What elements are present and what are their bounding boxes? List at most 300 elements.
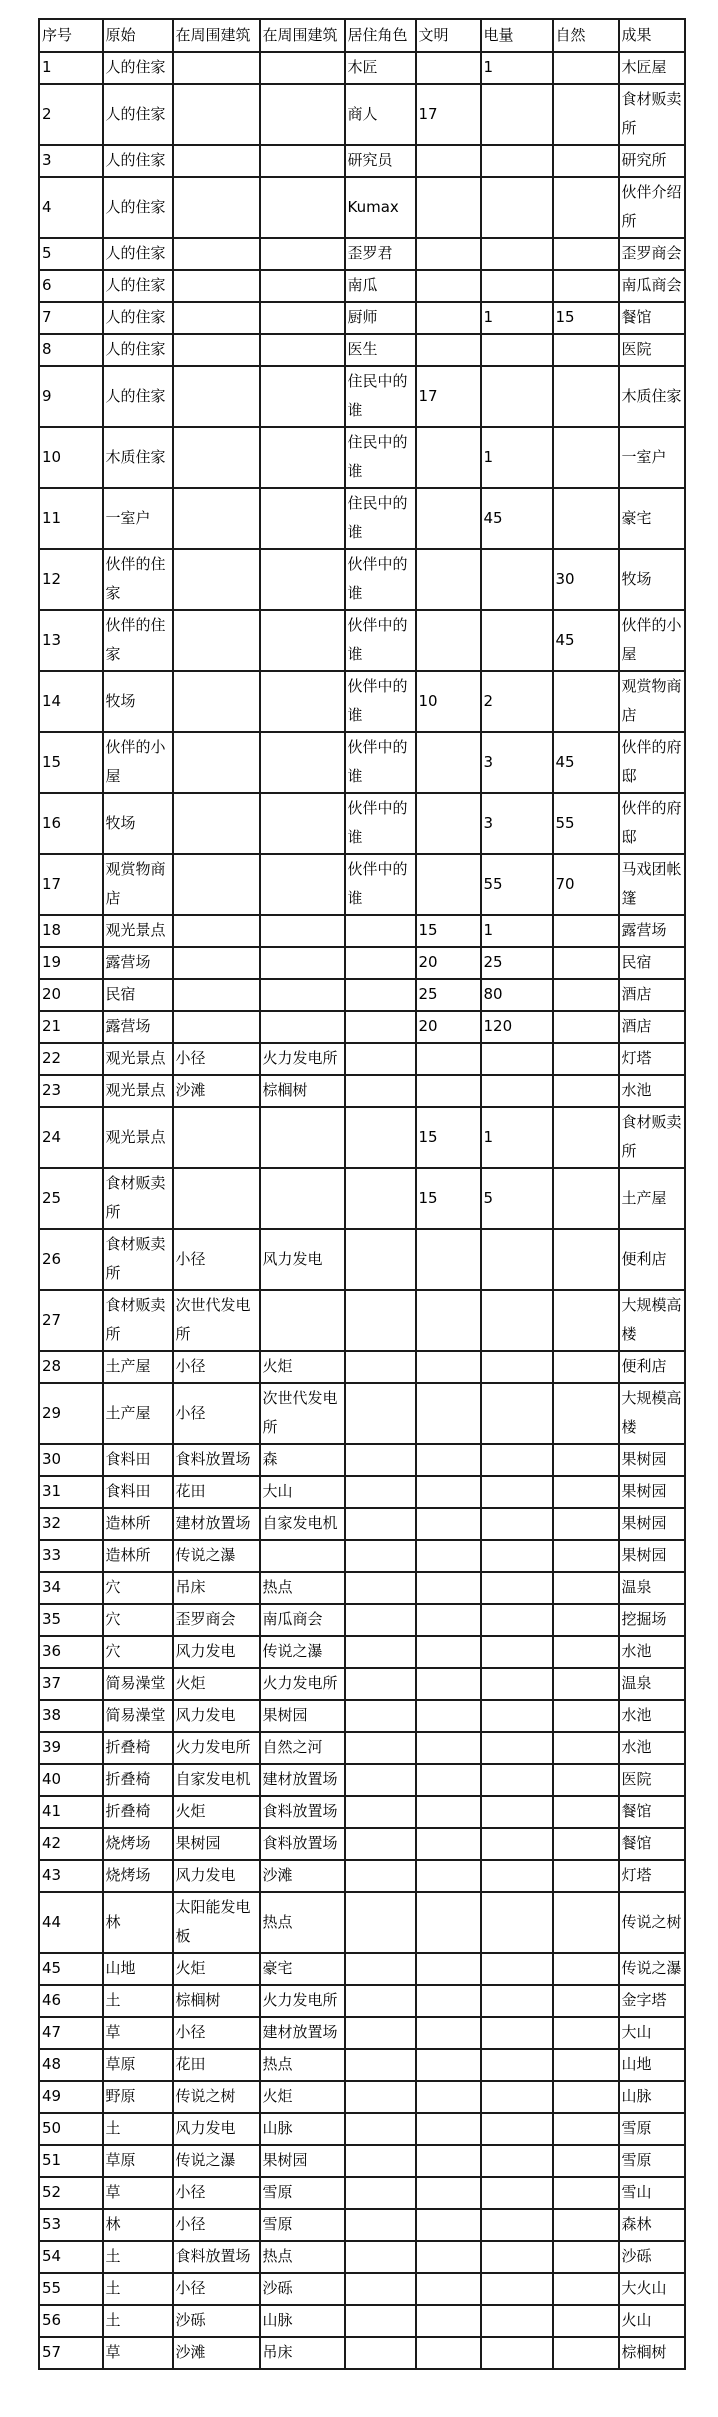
table-cell [481, 1508, 553, 1540]
table-cell [260, 84, 345, 145]
table-cell: 吊床 [173, 1572, 260, 1604]
table-cell [553, 2209, 619, 2241]
table-row [39, 854, 685, 915]
table-row [39, 1290, 685, 1351]
table-cell [416, 1764, 481, 1796]
table-cell: 57 [39, 2337, 103, 2370]
table-cell: 折叠椅 [103, 1732, 173, 1764]
table-cell: 马戏团帐篷 [619, 854, 685, 915]
table-cell: 灯塔 [619, 1860, 685, 1892]
table-cell: 15 [416, 915, 481, 947]
table-cell [481, 2017, 553, 2049]
table-cell: 火力发电所 [260, 1043, 345, 1075]
table-cell [553, 1604, 619, 1636]
table-cell [416, 488, 481, 549]
table-cell: 太阳能发电板 [173, 1892, 260, 1953]
table-cell: 住民中的谁 [345, 427, 416, 488]
table-cell: 热点 [260, 2049, 345, 2081]
table-cell: 民宿 [619, 947, 685, 979]
table-cell: 食材贩卖所 [619, 1107, 685, 1168]
table-cell [260, 488, 345, 549]
table-cell [173, 488, 260, 549]
table-row [39, 427, 685, 488]
table-cell [345, 1668, 416, 1700]
table-cell [553, 1107, 619, 1168]
table-cell [553, 1700, 619, 1732]
table-cell: 人的住家 [103, 270, 173, 302]
table-cell [553, 1011, 619, 1043]
table-row [39, 177, 685, 238]
table-cell: 大规模高楼 [619, 1290, 685, 1351]
table-cell [173, 177, 260, 238]
table-cell: 火力发电所 [260, 1668, 345, 1700]
table-row [39, 2113, 685, 2145]
table-cell: 歪罗商会 [619, 238, 685, 270]
table-cell: 木质住家 [619, 366, 685, 427]
table-cell [345, 2177, 416, 2209]
table-cell [553, 979, 619, 1011]
table-cell [260, 979, 345, 1011]
table-cell [416, 302, 481, 334]
table-row [39, 1168, 685, 1229]
table-cell: 餐馆 [619, 1828, 685, 1860]
table-cell [173, 915, 260, 947]
table-cell [481, 2177, 553, 2209]
table-cell: 果树园 [260, 1700, 345, 1732]
table-cell: 25 [39, 1168, 103, 1229]
table-row [39, 2145, 685, 2177]
table-cell [416, 1508, 481, 1540]
table-cell: 挖掘场 [619, 1604, 685, 1636]
table-cell [345, 1572, 416, 1604]
table-cell [416, 1860, 481, 1892]
table-cell: 41 [39, 1796, 103, 1828]
table-cell [416, 145, 481, 177]
table-row [39, 2305, 685, 2337]
table-cell: 沙滩 [260, 1860, 345, 1892]
table-cell: 灯塔 [619, 1043, 685, 1075]
table-cell [481, 366, 553, 427]
table-cell [481, 1828, 553, 1860]
table-cell [416, 334, 481, 366]
table-row [39, 1796, 685, 1828]
table-cell [481, 145, 553, 177]
table-cell: 一室户 [103, 488, 173, 549]
table-row [39, 2081, 685, 2113]
table-cell: 30 [553, 549, 619, 610]
table-cell: 15 [416, 1107, 481, 1168]
table-row [39, 671, 685, 732]
table-cell: 火炬 [173, 1953, 260, 1985]
table-cell: 24 [39, 1107, 103, 1168]
table-cell [416, 1444, 481, 1476]
column-header: 原始 [103, 19, 173, 52]
table-cell [416, 1383, 481, 1444]
table-cell [416, 1351, 481, 1383]
table-cell [416, 270, 481, 302]
table-cell: 22 [39, 1043, 103, 1075]
table-row [39, 366, 685, 427]
table-cell [416, 52, 481, 84]
table-cell [481, 2305, 553, 2337]
table-cell [416, 1985, 481, 2017]
table-row [39, 1107, 685, 1168]
table-cell: 水池 [619, 1075, 685, 1107]
table-cell [173, 1168, 260, 1229]
table-cell: 28 [39, 1351, 103, 1383]
table-cell [260, 52, 345, 84]
table-cell [345, 1351, 416, 1383]
table-cell [553, 427, 619, 488]
table-cell: 花田 [173, 1476, 260, 1508]
table-cell [416, 238, 481, 270]
table-cell: 人的住家 [103, 145, 173, 177]
table-cell [481, 1764, 553, 1796]
table-cell: 小径 [173, 2177, 260, 2209]
table-cell [260, 366, 345, 427]
table-cell [173, 732, 260, 793]
table-cell [481, 1953, 553, 1985]
table-cell: 48 [39, 2049, 103, 2081]
table-cell: 简易澡堂 [103, 1700, 173, 1732]
table-cell [260, 915, 345, 947]
table-cell: 土 [103, 1985, 173, 2017]
table-row [39, 1860, 685, 1892]
table-cell: 风力发电 [260, 1229, 345, 1290]
table-cell [173, 238, 260, 270]
table-cell: 火炬 [173, 1796, 260, 1828]
table-cell: 南瓜商会 [260, 1604, 345, 1636]
table-cell [416, 2241, 481, 2273]
table-cell [416, 2049, 481, 2081]
table-cell [173, 979, 260, 1011]
table-cell [553, 1572, 619, 1604]
table-cell [553, 1796, 619, 1828]
table-cell: 豪宅 [619, 488, 685, 549]
table-row [39, 1700, 685, 1732]
column-header: 在周围建筑 [173, 19, 260, 52]
table-cell [481, 1796, 553, 1828]
table-cell [260, 145, 345, 177]
table-cell [260, 1290, 345, 1351]
table-cell: 23 [39, 1075, 103, 1107]
table-cell: 传说之树 [173, 2081, 260, 2113]
table-cell: 人的住家 [103, 302, 173, 334]
table-cell [260, 610, 345, 671]
table-cell: 37 [39, 1668, 103, 1700]
table-cell: 70 [553, 854, 619, 915]
table-cell: 小径 [173, 2273, 260, 2305]
table-cell [416, 732, 481, 793]
table-cell [173, 1011, 260, 1043]
table-cell: 伙伴中的谁 [345, 854, 416, 915]
table-cell [345, 1700, 416, 1732]
table-cell: 便利店 [619, 1229, 685, 1290]
table-cell [481, 1636, 553, 1668]
table-cell [173, 145, 260, 177]
table-cell [553, 488, 619, 549]
table-cell [416, 1604, 481, 1636]
table-cell [553, 1540, 619, 1572]
table-cell: 17 [416, 84, 481, 145]
table-cell: 土 [103, 2113, 173, 2145]
table-cell: 21 [39, 1011, 103, 1043]
table-cell: 38 [39, 1700, 103, 1732]
table-cell: 林 [103, 1892, 173, 1953]
table-cell [553, 1351, 619, 1383]
table-cell [345, 1828, 416, 1860]
table-cell: 20 [416, 1011, 481, 1043]
table-cell [345, 2017, 416, 2049]
table-cell: 53 [39, 2209, 103, 2241]
table-row [39, 1953, 685, 1985]
table-cell: 1 [481, 52, 553, 84]
table-cell [345, 1540, 416, 1572]
table-cell: 沙砾 [619, 2241, 685, 2273]
table-cell: 歪罗君 [345, 238, 416, 270]
table-cell: 食料放置场 [260, 1828, 345, 1860]
table-cell: 5 [39, 238, 103, 270]
column-header: 自然 [553, 19, 619, 52]
table-cell: 林 [103, 2209, 173, 2241]
table-cell [416, 2337, 481, 2370]
table-cell: 人的住家 [103, 84, 173, 145]
table-cell: 小径 [173, 1043, 260, 1075]
table-cell: 人的住家 [103, 366, 173, 427]
table-cell [553, 1290, 619, 1351]
table-cell: 医生 [345, 334, 416, 366]
table-cell: 51 [39, 2145, 103, 2177]
table-cell [416, 427, 481, 488]
table-row [39, 1508, 685, 1540]
table-row [39, 52, 685, 84]
table-cell: 49 [39, 2081, 103, 2113]
table-cell [173, 947, 260, 979]
table-cell: 47 [39, 2017, 103, 2049]
table-cell: 52 [39, 2177, 103, 2209]
table-cell [416, 177, 481, 238]
table-cell: 人的住家 [103, 177, 173, 238]
table-cell: 伙伴的小屋 [103, 732, 173, 793]
table-cell: 建材放置场 [260, 2017, 345, 2049]
table-cell: 折叠椅 [103, 1796, 173, 1828]
table-cell: 55 [39, 2273, 103, 2305]
table-cell: 120 [481, 1011, 553, 1043]
table-cell [416, 2305, 481, 2337]
table-cell [481, 2145, 553, 2177]
table-cell: 沙滩 [173, 1075, 260, 1107]
table-cell: 雪山 [619, 2177, 685, 2209]
table-cell [481, 1892, 553, 1953]
table-cell: 牧场 [619, 549, 685, 610]
table-row [39, 1075, 685, 1107]
table-cell: 大规模高楼 [619, 1383, 685, 1444]
table-cell: 住民中的谁 [345, 488, 416, 549]
table-cell [481, 1476, 553, 1508]
table-cell [416, 1229, 481, 1290]
table-cell: 80 [481, 979, 553, 1011]
table-cell: 水池 [619, 1700, 685, 1732]
table-cell [345, 2113, 416, 2145]
table-cell: 造林所 [103, 1540, 173, 1572]
table-cell [345, 1011, 416, 1043]
table-cell: 露营场 [103, 1011, 173, 1043]
table-cell: 酒店 [619, 979, 685, 1011]
table-cell [553, 2305, 619, 2337]
table-row [39, 979, 685, 1011]
table-cell: 温泉 [619, 1572, 685, 1604]
table-cell [345, 1107, 416, 1168]
table-cell [345, 2305, 416, 2337]
table-cell [345, 1732, 416, 1764]
table-cell: 小径 [173, 2017, 260, 2049]
table-cell [260, 793, 345, 854]
table-cell: 3 [39, 145, 103, 177]
table-cell: 果树园 [619, 1540, 685, 1572]
table-cell [260, 549, 345, 610]
table-cell: 31 [39, 1476, 103, 1508]
table-cell [553, 238, 619, 270]
table-cell: 自然之河 [260, 1732, 345, 1764]
table-cell [345, 1604, 416, 1636]
table-cell [260, 238, 345, 270]
table-cell: 观赏物商店 [619, 671, 685, 732]
table-cell [481, 1540, 553, 1572]
table-cell: 伙伴中的谁 [345, 732, 416, 793]
table-cell: 食料放置场 [173, 2241, 260, 2273]
table-cell: 自家发电机 [260, 1508, 345, 1540]
table-cell: 雪原 [619, 2113, 685, 2145]
table-cell: 伙伴的小屋 [619, 610, 685, 671]
table-cell: 大山 [260, 1476, 345, 1508]
table-cell: 水池 [619, 1732, 685, 1764]
table-cell: 穴 [103, 1572, 173, 1604]
table-cell [416, 1476, 481, 1508]
table-cell: 伙伴中的谁 [345, 671, 416, 732]
table-cell [345, 2049, 416, 2081]
table-row [39, 2049, 685, 2081]
table-cell: Kumax [345, 177, 416, 238]
table-cell: 42 [39, 1828, 103, 1860]
table-cell: 25 [416, 979, 481, 1011]
table-cell: 大火山 [619, 2273, 685, 2305]
table-cell [416, 2273, 481, 2305]
table-row [39, 793, 685, 854]
table-cell: 观光景点 [103, 1107, 173, 1168]
table-cell: 25 [481, 947, 553, 979]
table-cell: 45 [553, 732, 619, 793]
table-cell [553, 270, 619, 302]
table-cell: 沙滩 [173, 2337, 260, 2370]
table-cell [260, 1168, 345, 1229]
table-cell [481, 270, 553, 302]
table-cell [553, 366, 619, 427]
table-cell: 5 [481, 1168, 553, 1229]
table-cell: 食材贩卖所 [103, 1290, 173, 1351]
table-cell: 1 [481, 427, 553, 488]
table-cell: 露营场 [619, 915, 685, 947]
table-row [39, 610, 685, 671]
table-cell: 33 [39, 1540, 103, 1572]
table-cell: 山地 [619, 2049, 685, 2081]
table-cell: 30 [39, 1444, 103, 1476]
table-cell: 山脉 [260, 2305, 345, 2337]
table-cell [345, 1043, 416, 1075]
table-cell [416, 2145, 481, 2177]
table-cell [260, 302, 345, 334]
table-cell [173, 334, 260, 366]
table-cell: 土 [103, 2273, 173, 2305]
table-cell [553, 1953, 619, 1985]
table-cell: 棕榈树 [260, 1075, 345, 1107]
table-cell [481, 1985, 553, 2017]
table-cell: 3 [481, 732, 553, 793]
table-cell: 酒店 [619, 1011, 685, 1043]
table-cell [260, 947, 345, 979]
table-cell: 43 [39, 1860, 103, 1892]
table-row [39, 84, 685, 145]
table-cell: 餐馆 [619, 1796, 685, 1828]
table-cell: 17 [416, 366, 481, 427]
table-cell: 观光景点 [103, 1043, 173, 1075]
table-cell: 1 [481, 302, 553, 334]
table-cell: 野原 [103, 2081, 173, 2113]
table-cell: 29 [39, 1383, 103, 1444]
table-row [39, 2273, 685, 2305]
table-cell: 26 [39, 1229, 103, 1290]
table-cell [553, 2113, 619, 2145]
column-header: 在周围建筑 [260, 19, 345, 52]
table-cell [553, 145, 619, 177]
table-cell: 棕榈树 [173, 1985, 260, 2017]
table-cell: 大山 [619, 2017, 685, 2049]
table-cell [416, 1796, 481, 1828]
table-cell: 传说之树 [619, 1892, 685, 1953]
table-cell: 风力发电 [173, 2113, 260, 2145]
table-cell [553, 84, 619, 145]
table-cell [416, 1732, 481, 1764]
table-cell: 15 [39, 732, 103, 793]
table-cell: 商人 [345, 84, 416, 145]
table-cell [553, 671, 619, 732]
table-row [39, 1732, 685, 1764]
table-row [39, 1229, 685, 1290]
table-cell: 温泉 [619, 1668, 685, 1700]
table-cell: 草原 [103, 2049, 173, 2081]
table-cell: 食材贩卖所 [103, 1168, 173, 1229]
table-cell: 建材放置场 [260, 1764, 345, 1796]
table-cell [553, 2145, 619, 2177]
table-cell [173, 549, 260, 610]
table-cell [481, 1700, 553, 1732]
table-cell: 山脉 [619, 2081, 685, 2113]
table-cell: 传说之瀑 [260, 1636, 345, 1668]
table-cell: 1 [39, 52, 103, 84]
column-header: 居住角色 [345, 19, 416, 52]
table-cell: 简易澡堂 [103, 1668, 173, 1700]
table-cell: 医院 [619, 334, 685, 366]
table-cell: 火炬 [173, 1668, 260, 1700]
table-cell: 人的住家 [103, 238, 173, 270]
table-cell: 花田 [173, 2049, 260, 2081]
table-cell [173, 793, 260, 854]
table-cell [553, 915, 619, 947]
table-row [39, 549, 685, 610]
table-cell [345, 1508, 416, 1540]
table-cell [416, 1953, 481, 1985]
table-cell [416, 1540, 481, 1572]
table-cell: 10 [416, 671, 481, 732]
